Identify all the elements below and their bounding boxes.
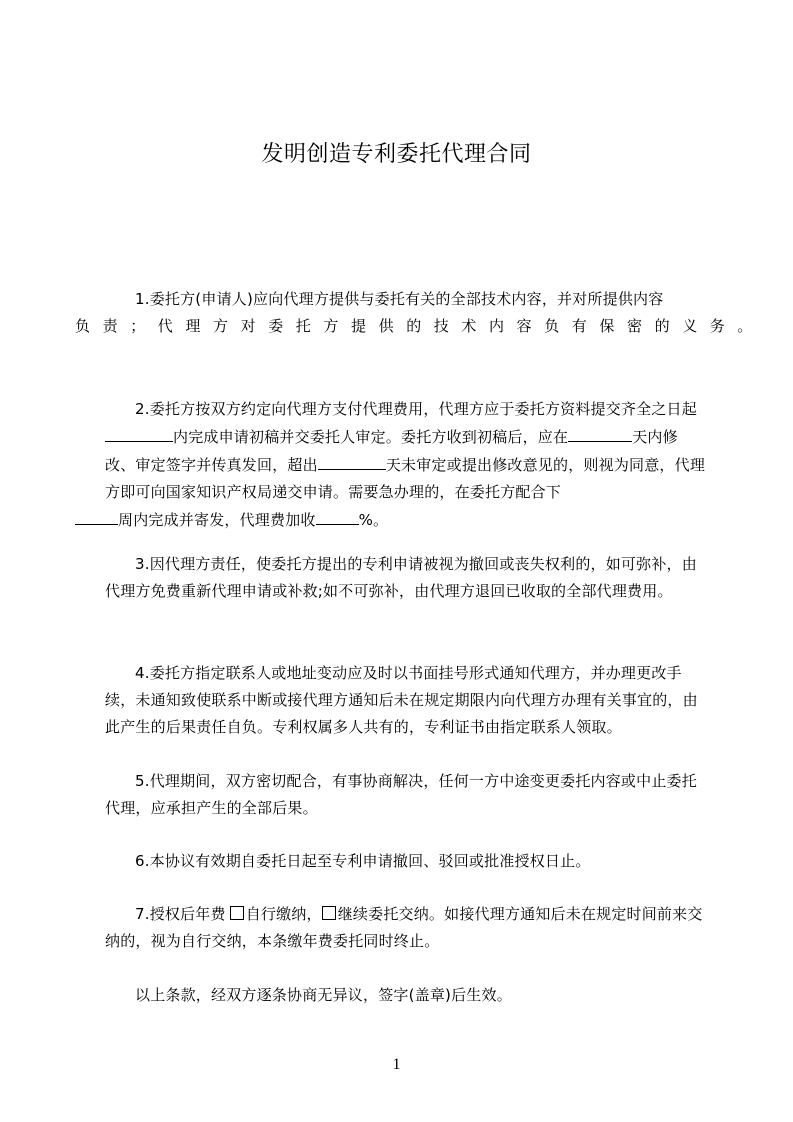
clause-4: 4.委托方指定联系人或地址变动应及时以书面挂号形式通知代理方，并办理更改手续，未通知致使联系中断或接代理方通知后未在规定期限内向代理方办理有关事宜的，由此产生的后果责任自负。专利权属多人共有的，专利证书由指定联系人领取。	[105, 664, 698, 736]
continue-entrust-checkbox[interactable]	[322, 906, 336, 920]
clause-7-option-1: 自行缴纳，	[245, 905, 322, 923]
clause-2-text-3: 天内修改、审定签字并传真发回，超出	[105, 428, 678, 474]
clause-2-text-6: %。	[358, 511, 389, 529]
clause-2-text-4: 天未审定或提出修改意见的，则视为同意，代理方即可向国家知识产权局递交申请。需要急办理的，在委托方配合下	[105, 456, 706, 501]
clause-2-text-2: 内完成申请初稿并交委托人审定。委托方收到初稿后，应在	[173, 428, 569, 446]
days-blank-overdue[interactable]	[318, 451, 386, 470]
clause-7	[105, 901, 705, 955]
days-blank-draft[interactable]	[105, 423, 173, 442]
clause-1-line-2: 负责；代理方对委托方提供的技术内容负有保密的义务。	[75, 317, 766, 335]
clause-2	[105, 396, 705, 534]
clause-1	[75, 286, 766, 340]
surcharge-percent-blank[interactable]	[316, 506, 359, 525]
clause-3: 3.因代理方责任，使委托方提出的专利申请被视为撤回或丧失权利的，如可弥补，由代理方免费重新代理申请或补救;如不可弥补，由代理方退回已收取的全部代理费用。	[105, 555, 697, 600]
weeks-blank-urgent[interactable]	[75, 506, 118, 525]
closing-statement: 以上条款，经双方逐条协商无异议，签字(盖章)后生效。	[135, 986, 512, 1004]
clause-2-text-5: 周内完成并寄发，代理费加收	[118, 511, 316, 529]
clause-1-line-1: 1.委托方(申请人)应向代理方提供与委托有关的全部技术内容，并对所提供内容	[135, 290, 664, 308]
clause-5: 5.代理期间，双方密切配合，有事协商解决，任何一方中途变更委托内容或中止委托代理，应承担产生的全部后果。	[105, 772, 697, 817]
clause-2-text-1: 2.委托方按双方约定向代理方支付代理费用，代理方应于委托方资料提交齐全之日起	[135, 400, 697, 418]
page-number: 1	[392, 1056, 401, 1073]
clause-6: 6.本协议有效期自委托日起至专利申请撤回、驳回或批准授权日止。	[135, 852, 591, 870]
clause-7-text-1: 7.授权后年费	[135, 905, 226, 923]
self-pay-checkbox[interactable]	[230, 906, 244, 920]
document-title: 发明创造专利委托代理合同	[261, 142, 532, 167]
clause-7-option-2: 继续委托交纳。如接代理方通知后未在规定时间前来交纳的，视为自行交纳，本条缴年费委托同时终止。	[105, 905, 703, 950]
days-blank-review[interactable]	[568, 423, 632, 442]
